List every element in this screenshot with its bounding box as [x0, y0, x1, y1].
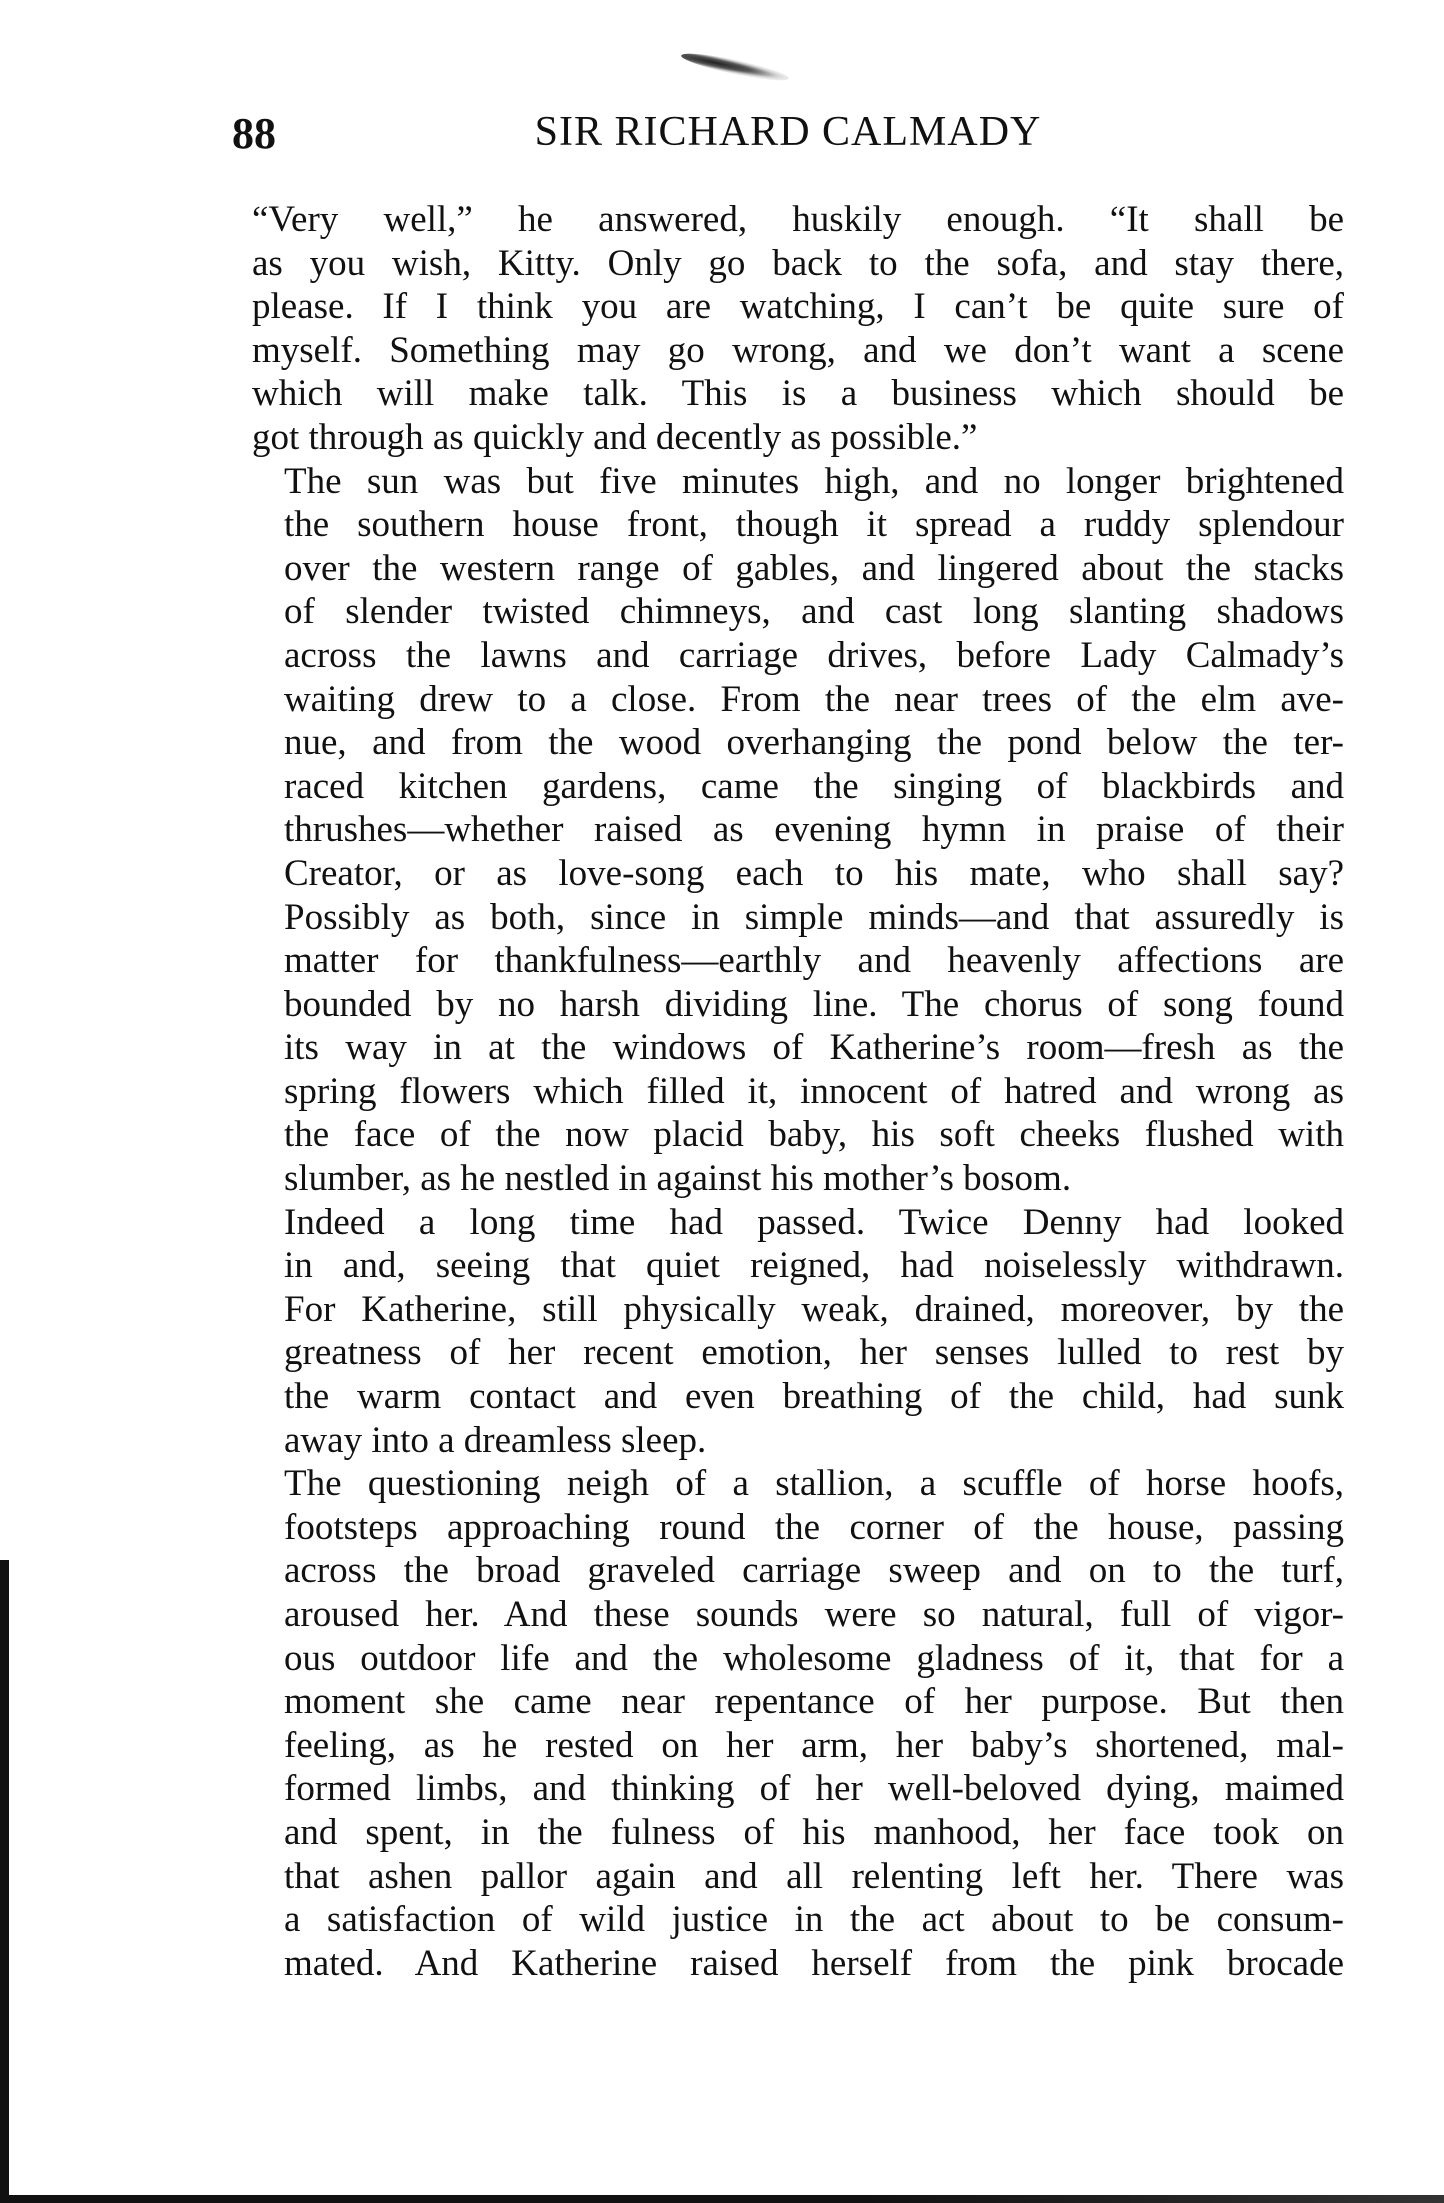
text-line: spring flowers which filled it, innocent of hatred and wrong as [284, 1070, 1344, 1112]
paragraph-4 [232, 1462, 1344, 1985]
text-line: Indeed a long time had passed. Twice Denny had looked [284, 1201, 1344, 1243]
paragraph-2 [232, 460, 1344, 1201]
text-line: formed limbs, and thinking of her well-beloved dying, maimed [284, 1768, 1344, 1810]
text-line: which will make talk. This is a business which should be [252, 373, 1344, 415]
running-header [232, 108, 1344, 168]
running-title: SIR RICHARD CALMADY [534, 109, 1042, 155]
text-line: aroused her. And these sounds were so natural, full of vigor- [284, 1594, 1344, 1635]
text-line: myself. Something may go wrong, and we don’t want a scene [252, 329, 1344, 371]
text-line: that ashen pallor again and all relenting left her. There was [284, 1855, 1344, 1897]
paragraph-1 [232, 198, 1344, 460]
page-bottom-edge [0, 2195, 1444, 2203]
text-line: of slender twisted chimneys, and cast long slanting shadows [284, 591, 1344, 633]
text-line: the southern house front, though it spread a ruddy splendour [284, 504, 1344, 546]
text-line: ous outdoor life and the wholesome gladness of it, that for a [284, 1637, 1344, 1679]
text-line: got through as quickly and decently as possible.” [252, 416, 978, 458]
text-line: waiting drew to a close. From the near trees of the elm ave- [284, 678, 1344, 720]
text-line: footsteps approaching round the corner of the house, passing [284, 1506, 1344, 1548]
text-line: mated. And Katherine raised herself from the pink brocade [284, 1942, 1344, 1984]
text-line: away into a dreamless sleep. [284, 1419, 707, 1461]
text-line: matter for thankfulness—earthly and heavenly affections are [284, 940, 1344, 982]
text-line: “Very well,” he answered, huskily enough. “It shall be [252, 199, 1344, 240]
text-line: raced kitchen gardens, came the singing of blackbirds and [284, 765, 1344, 807]
text-line: Creator, or as love-song each to his mate, who shall say? [284, 852, 1344, 894]
text-line: the warm contact and even breathing of the child, had sunk [284, 1376, 1344, 1418]
text-line: a satisfaction of wild justice in the act about to be consum- [284, 1899, 1344, 1941]
text-line: and spent, in the fulness of his manhood, her face took on [284, 1811, 1344, 1853]
text-line: moment she came near repentance of her purpose. But then [284, 1681, 1344, 1723]
ink-smudge [680, 49, 791, 86]
text-line: slumber, as he nestled in against his mother’s bosom. [284, 1158, 1072, 1200]
text-line: its way in at the windows of Katherine’s room—fresh as the [284, 1027, 1344, 1069]
text-line: The sun was but five minutes high, and no longer brightened [284, 460, 1344, 502]
text-line: greatness of her recent emotion, her senses lulled to rest by [284, 1332, 1344, 1374]
text-line: nue, and from the wood overhanging the pond below the ter- [284, 722, 1344, 764]
page-edge-shadow [0, 1560, 9, 2203]
paragraph-3 [232, 1201, 1344, 1463]
text-line: across the lawns and carriage drives, before Lady Calmady’s [284, 634, 1344, 676]
text-line: across the broad graveled carriage sweep and on to the turf, [284, 1550, 1344, 1592]
text-line: in and, seeing that quiet reigned, had noiselessly withdrawn. [284, 1245, 1344, 1287]
text-line: as you wish, Kitty. Only go back to the sofa, and stay there, [252, 242, 1344, 284]
text-line: The questioning neigh of a stallion, a scuffle of horse hoofs, [284, 1463, 1344, 1505]
text-line: thrushes—whether raised as evening hymn in praise of their [284, 809, 1344, 851]
text-line: feeling, as he rested on her arm, her baby’s shortened, mal- [284, 1724, 1344, 1766]
text-line: Possibly as both, since in simple minds—and that assuredly is [284, 896, 1344, 938]
body-text [232, 198, 1344, 1985]
text-line: bounded by no harsh dividing line. The chorus of song found [284, 983, 1344, 1025]
text-line: the face of the now placid baby, his soft cheeks flushed with [284, 1114, 1344, 1156]
text-line: over the western range of gables, and lingered about the stacks [284, 547, 1344, 589]
text-line: For Katherine, still physically weak, drained, moreover, by the [284, 1288, 1344, 1330]
page-number: 88 [232, 109, 276, 158]
text-line: please. If I think you are watching, I can’t be quite sure of [252, 286, 1344, 328]
